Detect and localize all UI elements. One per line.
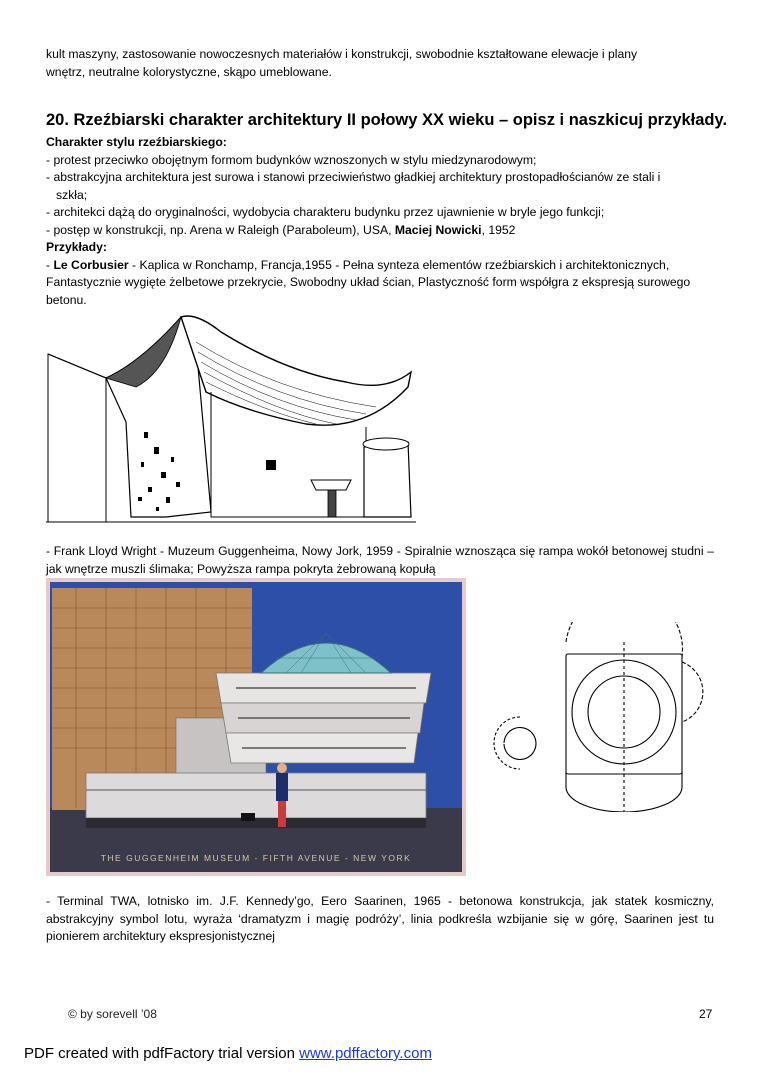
point-4 (46, 222, 714, 240)
architect-name: Maciej Nowicki (394, 222, 482, 237)
footer-credit: © by sorevell ’08 (68, 1007, 157, 1021)
point-1: - protest przeciwko obojętnym formom budynków wznoszonych w stylu miedzynarodowym; (46, 152, 537, 167)
example-1-text: - Kaplica w Ronchamp, Francja,1955 - Pełna synteza elementów rzeźbiarskich i architektonicznych, Fantastycznie wygięte żelbetowe przekrycie, Swobodny układ ścian, Plastyczność form współgra z ekspresją surowego betonu. (46, 257, 691, 307)
sketch-pulpit (311, 480, 351, 490)
intro-line-2: wnętrz, neutralne kolorystyczne, skąpo umeblowane. (46, 64, 332, 79)
figure-dog (241, 813, 255, 821)
guggenheim-plan-sketch (470, 622, 720, 812)
pdf-banner (24, 1045, 432, 1062)
example-1-dash: - (46, 257, 54, 272)
page-number: 27 (699, 1007, 713, 1021)
figure-person (276, 773, 288, 801)
sketch-left-ground (48, 354, 106, 522)
section-heading: 20. Rzeźbiarski charakter architektury II połowy XX wieku – opisz i naszkicuj przykłady. (46, 111, 728, 129)
pdf-banner-text: PDF created with pdfFactory trial version (24, 1045, 300, 1062)
example-1 (46, 257, 714, 310)
examples-label: Przykłady: (46, 240, 107, 254)
intro-line-1: kult maszyny, zastosowanie nowoczesnych materiałów i konstrukcji, swobodnie kształtowane elewacje i plany (46, 47, 638, 61)
point-4-text: - postęp w konstrukcji, np. Arena w Raleigh (Paraboleum), USA, (46, 222, 395, 237)
ronchamp-sketch (46, 312, 416, 524)
example-1-architect: Le Corbusier (53, 257, 129, 272)
pdf-banner-link[interactable]: www.pdffactory.com (299, 1045, 432, 1062)
guggenheim-image (46, 578, 466, 876)
intro-paragraph (46, 46, 714, 81)
lower-building (86, 773, 426, 818)
point-2: - abstrakcyjna architektura jest surowa i stanowi przeciwieństwo gładkiej architektury prostopadłościanów ze stali i (46, 170, 661, 184)
example-3: - Terminal TWA, lotnisko im. J.F. Kennedy’go, Eero Saarinen, 1965 - betonowa konstrukcja, jak statek kosmiczny, abstrakcyjny symbol lotu, wyraża ‘dramatyzm i magię podróży’, linia podkreśla wzbijanie się w górę, Saarinen jest tu pionierem architektury ekspresjonistycznej (46, 894, 714, 943)
character-label: Charakter stylu rzeźbiarskiego: (46, 135, 227, 149)
point-4-year: , 1952 (481, 222, 516, 237)
sketch-tower (364, 442, 411, 517)
example-2: - Frank Lloyd Wright - Muzeum Guggenheima, Nowy Jork, 1959 - Spiralnie wznosząca się rampa wokół betonowej studni – jak wnętrze muszli ślimaka; Powyższa rampa pokryta żebrowaną kopułą (46, 544, 714, 576)
section-body (46, 134, 714, 309)
museum-caption: THE GUGGENHEIM MUSEUM - FIFTH AVENUE - NEW YORK (100, 853, 412, 863)
sketch-east-window (266, 460, 276, 470)
point-2-cont: szkła; (56, 187, 88, 202)
point-3: - architekci dążą do oryginalności, wydobycia charakteru budynku przez ujawnienie w bryle jego funkcji; (46, 205, 605, 219)
plan-lines (494, 622, 703, 812)
